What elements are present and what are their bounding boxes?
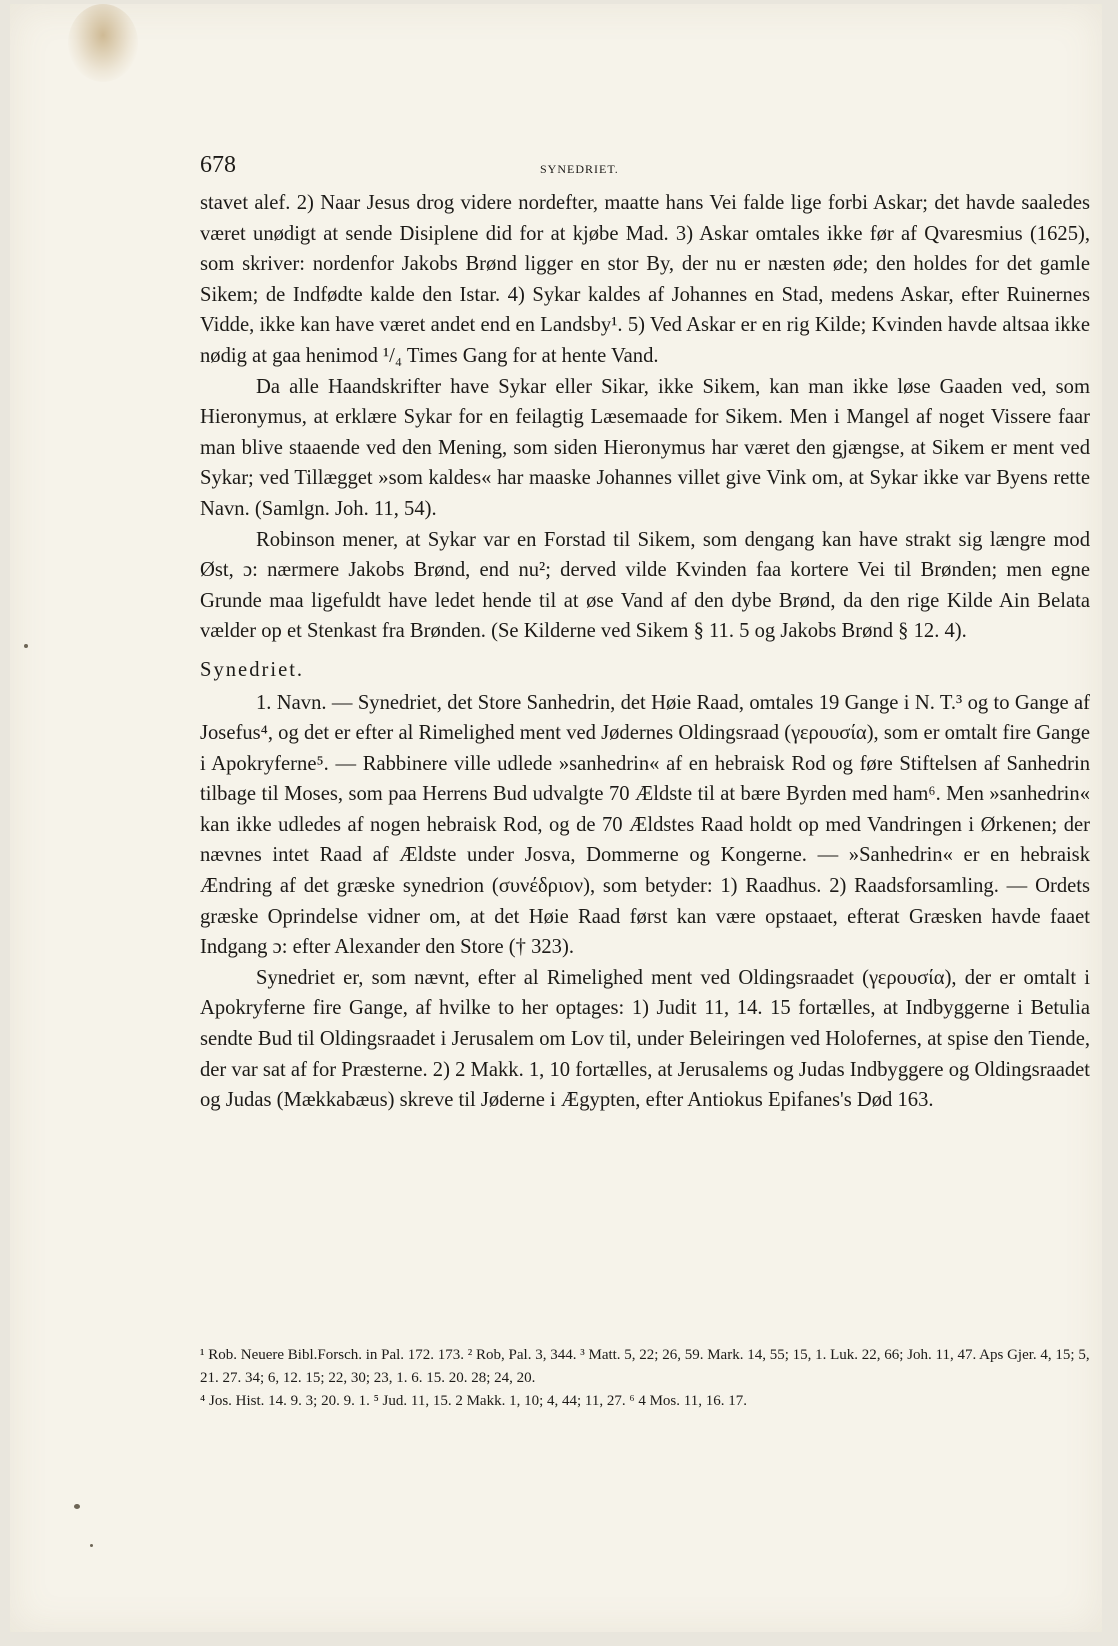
footnotes <box>200 1344 1090 1413</box>
paragraph: Synedriet er, som nævnt, efter al Rimelighed ment ved Oldingsraadet (γερουσία), der er omtalt i Apokryferne fire Gange, af hvilke to her optages: 1) Judit 11, 14. 15 fortælles, at Indbyggerne i Betulia sendte Bud til Oldingsraadet i Jerusalem om Lov til, under Beleiringen ved Holofernes, at spise den Tiende, der var sat af for Præsterne. 2) 2 Makk. 1, 10 fortælles, at Jerusalems og Judas Indbyggere og Oldingsraadet og Judas (Mækkabæus) skreve til Jøderne i Ægypten, efter Antiokus Epifanes's Død 163. <box>200 966 1090 1112</box>
paper-speck <box>90 1544 93 1547</box>
page <box>10 4 1102 1632</box>
body-text <box>200 188 1090 1116</box>
footnote-line: ⁴ Jos. Hist. 14. 9. 3; 20. 9. 1. ⁵ Jud. 11, 15. 2 Makk. 1, 10; 4, 44; 11, 27. ⁶ 4 Mos. 11, 16. 17. <box>200 1393 747 1409</box>
paragraph: stavet alef. 2) Naar Jesus drog videre nordefter, maatte hans Vei falde lige forbi Askar; det havde saaledes været unødigt at sende Disiplene did for at kjøbe Mad. 3) Askar omtales ikke før af Qvaresmius (1625), som skriver: nordenfor Jakobs Brønd ligger en stor By, der nu er næsten øde; den holdes for det gamle Sikem; de Indfødte kalde den Istar. 4) Sykar kaldes af Johannes en Stad, medens Askar, efter Ruinernes Vidde, ikke kan have været andet end en Landsby¹. 5) Ved Askar er en rig Kilde; Kvinden havde altsaa ikke nødig at gaa henimod ¹/₄ Times Gang for at hente Vand. <box>200 192 1090 367</box>
section-title: Synedriet. <box>200 658 305 681</box>
paragraph: Da alle Haandskrifter have Sykar eller Sikar, ikke Sikem, kan man ikke løse Gaaden ved, som Hieronymus, at erklære Sykar for en feilagtig Læsemaade for Sikem. Men i Mangel af noget Vissere faar man blive staaende ved den Mening, som siden Hieronymus har været den gjængse, at Sikem er ment ved Sykar; ved Tillægget »som kaldes« har maaske Johannes villet give Vink om, at Sykar ikke var Byens rette Navn. (Samlgn. Joh. 11, 54). <box>200 375 1090 520</box>
paper-speck <box>74 1504 80 1509</box>
paragraph: Robinson mener, at Sykar var en Forstad til Sikem, som dengang kan have strakt sig længre mod Øst, ɔ: nærmere Jakobs Brønd, end nu²; derved vilde Kvinden faa kortere Vei til Brønden; men egne Grunde maa ligefuldt have ledet hende til at øse Vand af den dybe Brønd, da den rige Kilde Ain Belata vælder op et Stenkast fra Brønden. (Se Kilderne ved Sikem § 11. 5 og Jakobs Brønd § 12. 4). <box>200 528 1090 643</box>
page-header <box>200 152 1090 182</box>
paper-stain <box>68 4 138 82</box>
footnote-line: ¹ Rob. Neuere Bibl.Forsch. in Pal. 172. 173. ² Rob, Pal. 3, 344. ³ Matt. 5, 22; 26, 59. Mark. 14, 55; 15, 1. Luk. 22, 66; Joh. 11, 47. Aps Gjer. 4, 15; 5, 21. 27. 34; 6, 12. 15; 22, 30; 23, 1. 6. 15. 20. 28; 24, 20. <box>200 1347 1090 1386</box>
paragraph: 1. Navn. — Synedriet, det Store Sanhedrin, det Høie Raad, omtales 19 Gange i N. T.³ og to Gange af Josefus⁴, og det er efter al Rimelighed ment ved Jødernes Oldingsraad (γερουσία), som er omtalt fire Gange i Apokryferne⁵. — Rabbinere ville udlede »sanhedrin« af en hebraisk Rod og føre Stiftelsen af Sanhedrin tilbage til Moses, som paa Herrens Bud udvalgte 70 Ældste til at bære Byrden med ham⁶. Men »sanhedrin« kan ikke udledes af nogen hebraisk Rod, og de 70 Ældstes Raad holdt op med Vandringen i Ørkenen; der nævnes intet Raad af Ældste under Josva, Dommerne og Kongerne. — »Sanhedrin« er en hebraisk Ændring af det græske synedrion (συνέδριον), som betyder: 1) Raadhus. 2) Raadsforsamling. — Ordets græske Oprindelse vidner om, at det Høie Raad først kan være opstaaet, efterat Græsken havde faaet Indgang ɔ: efter Alexander den Store († 323). <box>200 691 1090 959</box>
page-number: 678 <box>200 152 236 178</box>
paper-speck <box>24 644 28 648</box>
running-head: SYNEDRIET. <box>540 162 619 176</box>
